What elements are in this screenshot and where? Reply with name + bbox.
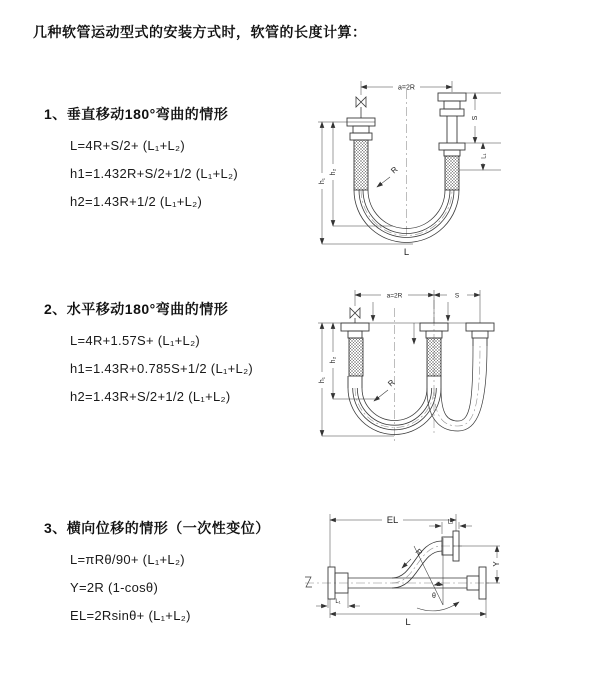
dim-label-l1: L₁ bbox=[481, 153, 488, 159]
angle-label: θ bbox=[432, 593, 436, 600]
hose-s-curve bbox=[392, 541, 442, 588]
centerline-break-mark bbox=[305, 577, 312, 587]
formula-el: EL=2Rsinθ+ (L₁+L₂) bbox=[70, 608, 191, 623]
length-label: L bbox=[403, 247, 410, 258]
section-2-heading: 2、水平移动180°弯曲的情形 bbox=[44, 301, 229, 317]
middle-fitting bbox=[420, 323, 448, 388]
formula-length: L=4R+S/2+ (L₁+L₂) bbox=[70, 138, 185, 153]
formula-h2: h2=1.43R+S/2+1/2 (L₁+L₂) bbox=[70, 389, 231, 404]
dim-label-h2: h₂ bbox=[330, 168, 337, 176]
right-fitting bbox=[438, 93, 466, 190]
dim-label-h1: h₁ bbox=[319, 177, 326, 185]
dim-label-h1: h₁ bbox=[319, 376, 326, 384]
radius-leader bbox=[377, 177, 390, 187]
rotation-arrow bbox=[417, 602, 459, 611]
braid-section bbox=[349, 338, 363, 376]
dim-label-l: L bbox=[405, 617, 411, 628]
valve-icon bbox=[350, 308, 360, 323]
dim-label-h2: h₂ bbox=[330, 356, 337, 364]
braid-section bbox=[445, 156, 459, 190]
dim-l bbox=[330, 599, 486, 618]
dim-label-s: S bbox=[454, 292, 460, 300]
section-1-formulas bbox=[70, 132, 238, 216]
section-2-formulas bbox=[70, 327, 253, 411]
formula-length: L=4R+1.57S+ (L₁+L₂) bbox=[70, 333, 201, 348]
dim-label-a2r: a=2R bbox=[398, 84, 415, 92]
section-lateral-displacement bbox=[44, 518, 270, 630]
dim-label-a2r: a=2R bbox=[386, 292, 403, 300]
page-title: 几种软管运动型式的安装方式时，软管的长度计算： bbox=[33, 24, 367, 40]
diagram-lateral-displacement bbox=[300, 504, 598, 654]
dim-label-l2: L₂ bbox=[447, 519, 454, 526]
braid-section bbox=[354, 140, 368, 190]
diagram-vertical-bend bbox=[313, 68, 523, 260]
radius-label: R bbox=[413, 547, 424, 558]
dim-label-y: Y bbox=[492, 561, 501, 567]
section-horizontal-bend bbox=[44, 299, 253, 411]
dim-label-el: EL bbox=[386, 515, 399, 526]
radius-leader bbox=[402, 559, 411, 568]
dim-a-2r bbox=[355, 290, 480, 323]
section-vertical-bend bbox=[44, 104, 238, 216]
formula-y: Y=2R (1-cosθ) bbox=[70, 580, 159, 595]
left-fitting bbox=[347, 118, 375, 190]
braid-section bbox=[427, 338, 441, 376]
radius-label: R bbox=[389, 164, 400, 176]
section-3-formulas bbox=[70, 546, 270, 630]
dim-label-l1: L₁ bbox=[335, 599, 341, 605]
radius-label: R bbox=[386, 377, 397, 389]
dim-s bbox=[459, 93, 501, 170]
right-fitting bbox=[466, 323, 494, 346]
formula-h2: h2=1.43R+1/2 (L₁+L₂) bbox=[70, 194, 203, 209]
valve-icon bbox=[356, 97, 366, 118]
formula-h1: h1=1.43R+0.785S+1/2 (L₁+L₂) bbox=[70, 361, 254, 376]
section-1-heading: 1、垂直移动180°弯曲的情形 bbox=[44, 106, 229, 122]
dim-label-s: S bbox=[472, 115, 479, 121]
diagram-horizontal-bend bbox=[313, 284, 600, 448]
section-3-heading: 3、横向位移的情形（一次性变位） bbox=[44, 520, 270, 536]
formula-length: L=πRθ/90+ (L₁+L₂) bbox=[70, 552, 185, 567]
radius-leader bbox=[374, 390, 388, 401]
left-fitting bbox=[341, 323, 369, 388]
formula-h1: h1=1.432R+S/2+1/2 (L₁+L₂) bbox=[70, 166, 238, 181]
